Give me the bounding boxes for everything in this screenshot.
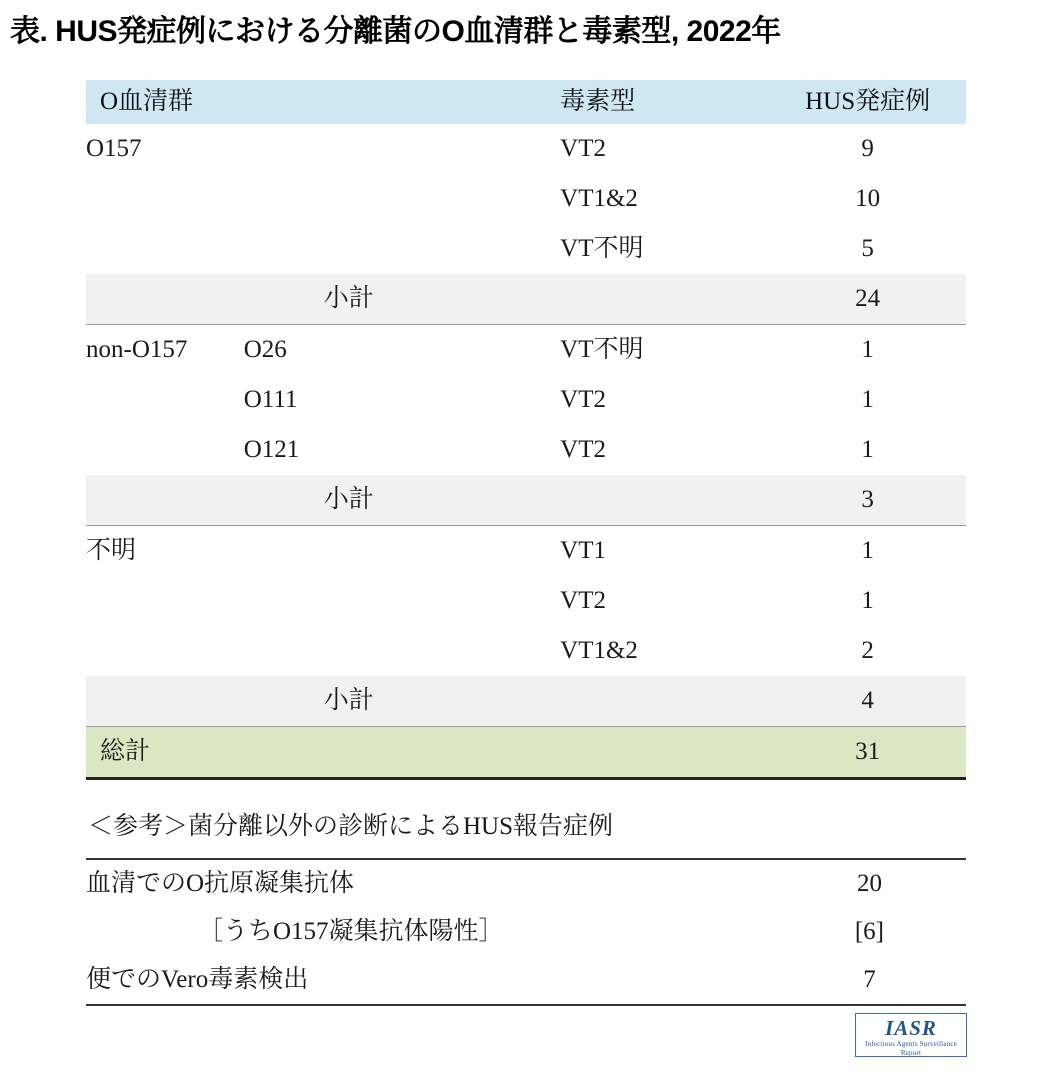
table-row <box>86 375 966 425</box>
cell-subgroup: O111 <box>243 386 298 413</box>
cell-serogroup <box>86 475 244 526</box>
column-header-toxin: 毒素型 <box>560 80 769 124</box>
cell-toxin <box>560 475 769 526</box>
table-body <box>86 124 966 779</box>
cell-serogroup: 不明 <box>86 526 244 577</box>
cell-count: 2 <box>861 637 874 664</box>
cell-subgroup <box>244 576 560 626</box>
cell-serogroup: non-O157 <box>86 325 244 376</box>
cell-toxin <box>560 274 769 325</box>
table-row-subtotal <box>86 475 966 526</box>
cell-count: 1 <box>861 587 874 614</box>
cell-subgroup <box>244 224 560 274</box>
cell-count: 10 <box>855 185 881 212</box>
column-header-subgroup <box>244 80 560 124</box>
reference-value: 20 <box>773 859 966 908</box>
table-row <box>86 425 966 475</box>
page-title: 表. HUS発症例における分離菌のO血清群と毒素型, 2022年 <box>10 15 781 48</box>
reference-row <box>86 859 966 908</box>
cell-toxin: VT2 <box>560 436 606 463</box>
cell-subgroup <box>244 626 560 676</box>
table-row <box>86 526 966 577</box>
cell-count: 1 <box>769 526 966 577</box>
cell-serogroup <box>86 576 244 626</box>
cell-serogroup <box>86 676 244 727</box>
cell-serogroup <box>86 425 244 475</box>
cell-toxin: VT1 <box>560 526 769 577</box>
cell-subgroup: O121 <box>243 436 300 463</box>
reference-table <box>86 858 966 1006</box>
table-row-grand-total <box>86 727 966 779</box>
reference-label: 便でのVero毒素検出 <box>86 956 773 1005</box>
reference-value: 7 <box>773 956 966 1005</box>
cell-serogroup: O157 <box>86 135 142 162</box>
table-row <box>86 124 966 174</box>
cell-subgroup <box>244 124 560 174</box>
hus-serogroup-toxin-table <box>86 80 966 780</box>
cell-toxin: VT1&2 <box>560 185 638 212</box>
table-header-row <box>86 80 966 124</box>
table-row <box>86 626 966 676</box>
cell-count: 5 <box>861 235 874 262</box>
cell-toxin <box>560 727 769 779</box>
table-row <box>86 325 966 376</box>
iasr-logo <box>855 1013 967 1057</box>
cell-serogroup <box>86 174 244 224</box>
cell-toxin: VT不明 <box>560 235 644 262</box>
iasr-logo-subtitle: Infectious Agents Surveillance Report <box>865 1040 957 1057</box>
cell-subgroup <box>244 727 560 779</box>
cell-subgroup <box>244 526 560 577</box>
cell-count: 1 <box>861 436 874 463</box>
cell-subtotal-label: 小計 <box>244 676 560 727</box>
reference-note: ＜参考＞菌分離以外の診断によるHUS報告症例 <box>88 813 614 840</box>
cell-serogroup <box>86 375 244 425</box>
reference-value: [6] <box>854 918 885 945</box>
cell-toxin: VT2 <box>560 135 606 162</box>
table-row-subtotal <box>86 676 966 727</box>
reference-label: 血清でのO抗原凝集抗体 <box>86 859 773 908</box>
table-row-subtotal <box>86 274 966 325</box>
cell-count: 9 <box>861 135 874 162</box>
table-row <box>86 174 966 224</box>
cell-toxin: VT1&2 <box>560 637 638 664</box>
table-header <box>86 80 966 124</box>
column-header-count: HUS発症例 <box>769 80 966 124</box>
cell-grand-total-label: 総計 <box>86 727 244 779</box>
cell-count: 1 <box>769 325 966 376</box>
cell-grand-total-count: 31 <box>769 727 966 779</box>
cell-serogroup <box>86 224 244 274</box>
cell-toxin: VT不明 <box>560 325 769 376</box>
cell-toxin <box>560 676 769 727</box>
iasr-logo-text: IASR <box>885 1016 937 1040</box>
cell-count: 3 <box>769 475 966 526</box>
cell-toxin: VT2 <box>560 386 606 413</box>
cell-count: 24 <box>769 274 966 325</box>
cell-subtotal-label: 小計 <box>244 475 560 526</box>
table-row <box>86 576 966 626</box>
cell-serogroup <box>86 626 244 676</box>
cell-subgroup: O26 <box>244 325 560 376</box>
column-header-serogroup: O血清群 <box>86 80 244 124</box>
table-row <box>86 224 966 274</box>
reference-row <box>86 956 966 1005</box>
cell-serogroup <box>86 274 244 325</box>
reference-row <box>86 908 966 956</box>
cell-subtotal-label: 小計 <box>244 274 560 325</box>
cell-subgroup <box>244 174 560 224</box>
cell-toxin: VT2 <box>560 587 606 614</box>
reference-label: ［うちO157凝集抗体陽性］ <box>198 918 504 945</box>
cell-count: 4 <box>769 676 966 727</box>
cell-count: 1 <box>861 386 874 413</box>
